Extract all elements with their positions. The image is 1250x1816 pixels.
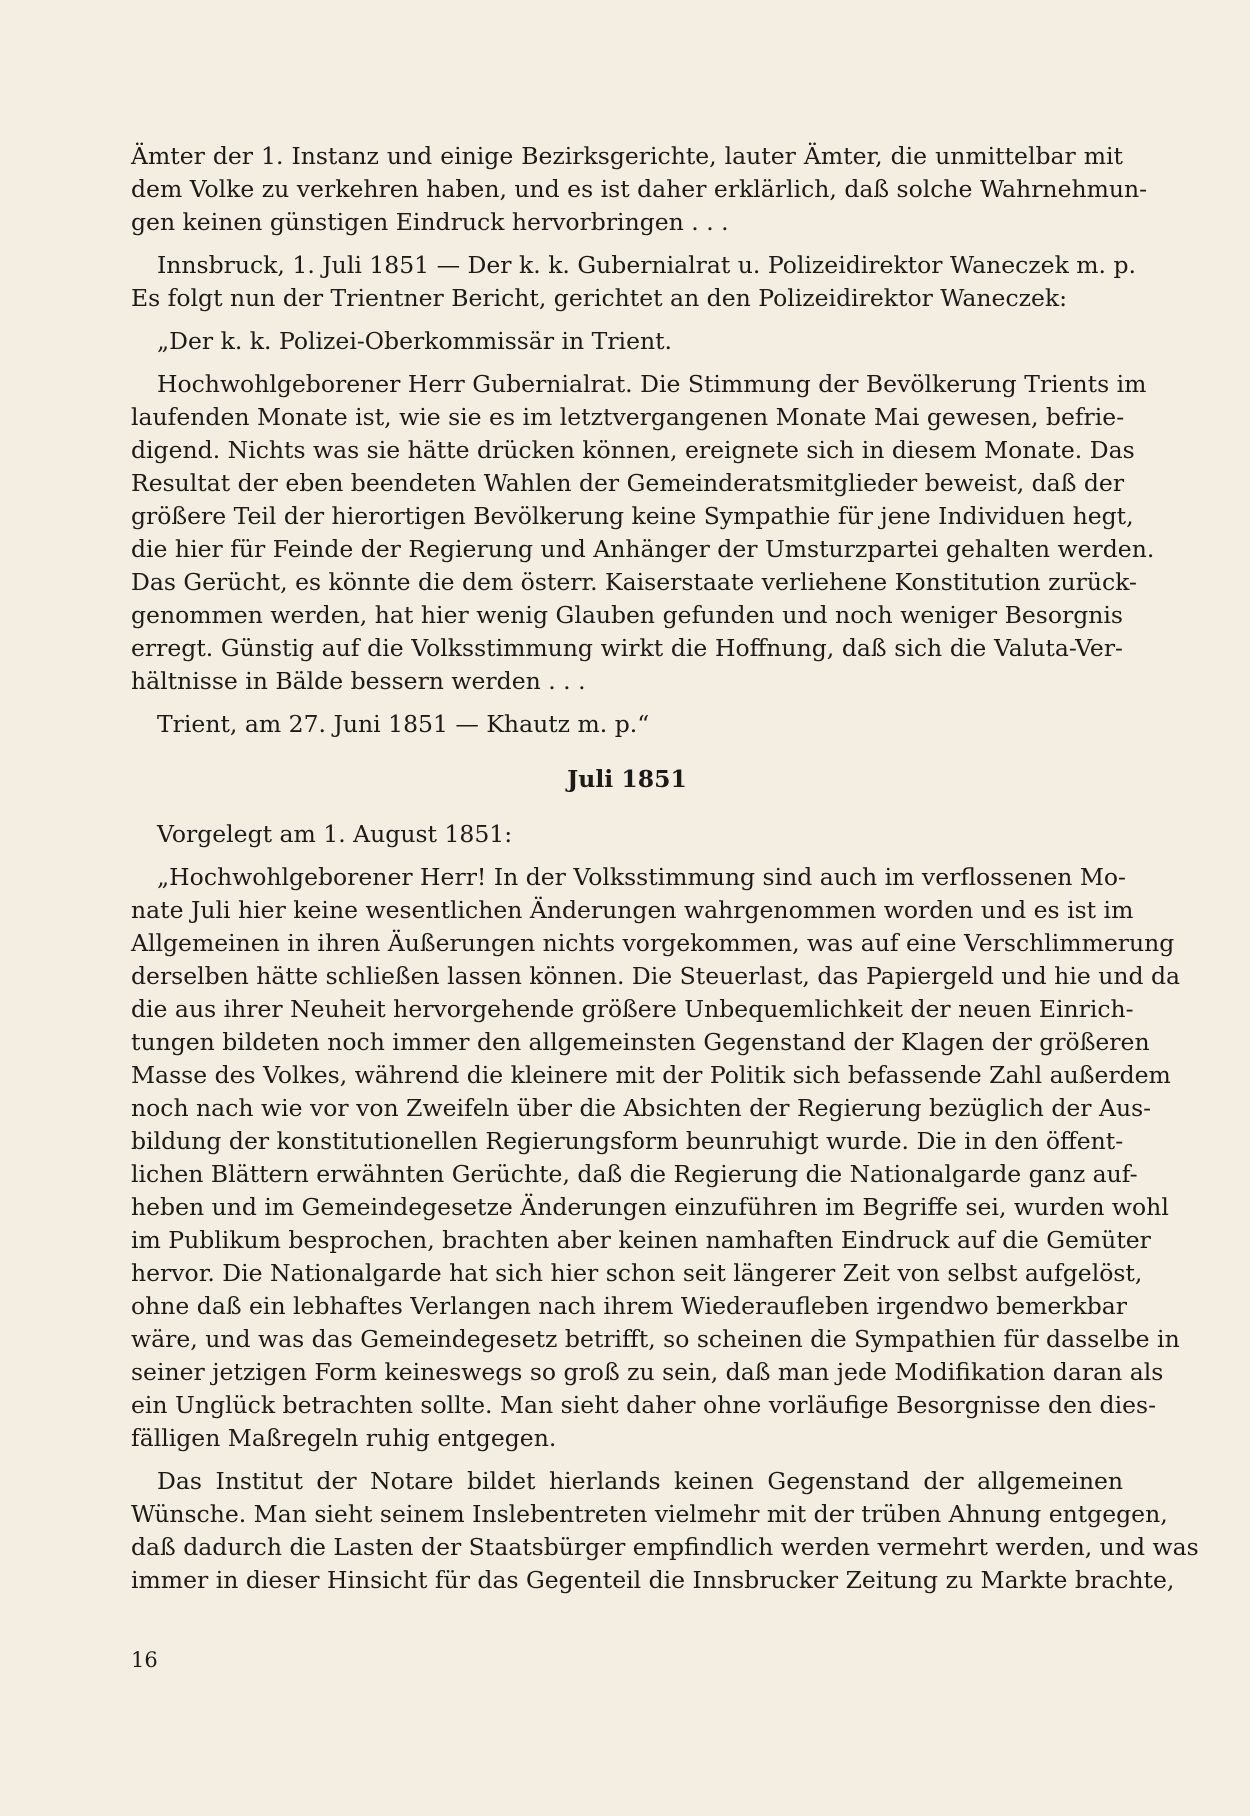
- text-line: immer in dieser Hinsicht für das Gegenteil die Innsbrucker Zeitung zu Markte brachte,: [131, 1566, 1175, 1594]
- text-line: die aus ihrer Neuheit hervorgehende größere Unbequemlichkeit der neuen Einrich-: [131, 995, 1134, 1023]
- text-line: die hier für Feinde der Regierung und Anhänger der Umsturzpartei gehalten werden.: [131, 535, 1155, 563]
- text-line: „Hochwohlgeborener Herr! In der Volksstimmung sind auch im verflossenen Mo-: [157, 863, 1126, 891]
- text-line: Vorgelegt am 1. August 1851:: [157, 820, 513, 848]
- text-line: „Der k. k. Polizei-Oberkommissär in Trient.: [157, 327, 673, 355]
- text-line: erregt. Günstig auf die Volksstimmung wirkt die Hoffnung, daß sich die Valuta-Ver-: [131, 634, 1123, 662]
- text-line: Wünsche. Man sieht seinem Inslebentreten vielmehr mit der trüben Ahnung entgegen,: [131, 1500, 1168, 1528]
- paragraph: [131, 140, 1148, 239]
- paragraph: [131, 861, 1181, 1455]
- text-line: Das Gerücht, es könnte die dem österr. Kaiserstaate verliehene Konstitution zurück-: [131, 568, 1137, 596]
- text-line: genommen werden, hat hier wenig Glauben gefunden und noch weniger Besorgnis: [131, 601, 1123, 629]
- text-line: Hochwohlgeborener Herr Gubernialrat. Die Stimmung der Bevölkerung Trients im: [157, 370, 1147, 398]
- text-line: lichen Blättern erwähnten Gerüchte, daß die Regierung die Nationalgarde ganz auf-: [131, 1160, 1138, 1188]
- text-line: wäre, und was das Gemeindegesetz betrifft, so scheinen die Sympathien für dasselbe in: [131, 1325, 1180, 1353]
- text-line: bildung der konstitutionellen Regierungsform beunruhigt wurde. Die in den öffent-: [131, 1127, 1124, 1155]
- text-line: Es folgt nun der Trientner Bericht, gerichtet an den Polizeidirektor Waneczek:: [131, 284, 1068, 312]
- text-line: Trient, am 27. Juni 1851 — Khautz m. p.“: [157, 710, 650, 738]
- text-line: nate Juli hier keine wesentlichen Änderungen wahrgenommen worden und es ist im: [131, 896, 1134, 924]
- text-line: Ämter der 1. Instanz und einige Bezirksgerichte, lauter Ämter, die unmittelbar mit: [131, 142, 1123, 170]
- text-line: im Publikum besprochen, brachten aber keinen namhaften Eindruck auf die Gemüter: [131, 1226, 1151, 1254]
- paragraph: [131, 1465, 1199, 1597]
- text-line: Das Institut der Notare bildet hierlands keinen Gegenstand der allgemeinen: [157, 1467, 1123, 1495]
- text-line: fälligen Maßregeln ruhig entgegen.: [131, 1424, 557, 1452]
- paragraph: [131, 818, 1123, 851]
- text-line: Resultat der eben beendeten Wahlen der Gemeinderatsmitglieder beweist, daß der: [131, 469, 1125, 497]
- text-line: heben und im Gemeindegesetze Änderungen einzuführen im Begriffe sei, wurden wohl: [131, 1193, 1169, 1221]
- text-line: digend. Nichts was sie hätte drücken können, ereignete sich in diesem Monate. Das: [131, 436, 1135, 464]
- paragraph: [131, 325, 1123, 358]
- text-after-heading: [131, 818, 1199, 1597]
- paragraph: [131, 368, 1155, 698]
- text-line: derselben hätte schließen lassen können. Die Steuerlast, das Papiergeld und hie und da: [131, 962, 1181, 990]
- text-line: dem Volke zu verkehren haben, und es ist daher erklärlich, daß solche Wahrnehmun-: [131, 175, 1148, 203]
- text-line: größere Teil der hierortigen Bevölkerung keine Sympathie für jene Individuen hegt,: [131, 502, 1134, 530]
- text-line: Allgemeinen in ihren Äußerungen nichts vorgekommen, was auf eine Verschlimmerung: [131, 929, 1175, 957]
- text-line: ohne daß ein lebhaftes Verlangen nach ihrem Wiederaufleben irgendwo bemerkbar: [131, 1292, 1128, 1320]
- text-line: ein Unglück betrachten sollte. Man sieht daher ohne vorläufige Besorgnisse den dies-: [131, 1391, 1157, 1419]
- paragraph: [131, 708, 1123, 741]
- text-line: tungen bildeten noch immer den allgemeinsten Gegenstand der Klagen der größeren: [131, 1028, 1150, 1056]
- section-heading: Juli 1851: [567, 765, 687, 793]
- paragraph: [131, 249, 1137, 315]
- text-line: seiner jetzigen Form keineswegs so groß zu sein, daß man jede Modifikation daran als: [131, 1358, 1164, 1386]
- text-before-heading: [131, 140, 1155, 741]
- text-line: noch nach wie vor von Zweifeln über die Absichten der Regierung bezüglich der Aus-: [131, 1094, 1152, 1122]
- text-line: daß dadurch die Lasten der Staatsbürger empfindlich werden vermehrt werden, und was: [131, 1533, 1199, 1561]
- text-line: gen keinen günstigen Eindruck hervorbringen . . .: [131, 208, 729, 236]
- text-line: laufenden Monate ist, wie sie es im letztvergangenen Monate Mai gewesen, befrie-: [131, 403, 1125, 431]
- text-line: hervor. Die Nationalgarde hat sich hier schon seit längerer Zeit von selbst aufgelöst,: [131, 1259, 1143, 1287]
- page-number: 16: [131, 1648, 158, 1672]
- text-line: Masse des Volkes, während die kleinere mit der Politik sich befassende Zahl außerdem: [131, 1061, 1171, 1089]
- page-body: [131, 140, 1199, 1607]
- text-line: hältnisse in Bälde bessern werden . . .: [131, 667, 586, 695]
- text-line: Innsbruck, 1. Juli 1851 — Der k. k. Gubernialrat u. Polizeidirektor Waneczek m. p.: [157, 251, 1137, 279]
